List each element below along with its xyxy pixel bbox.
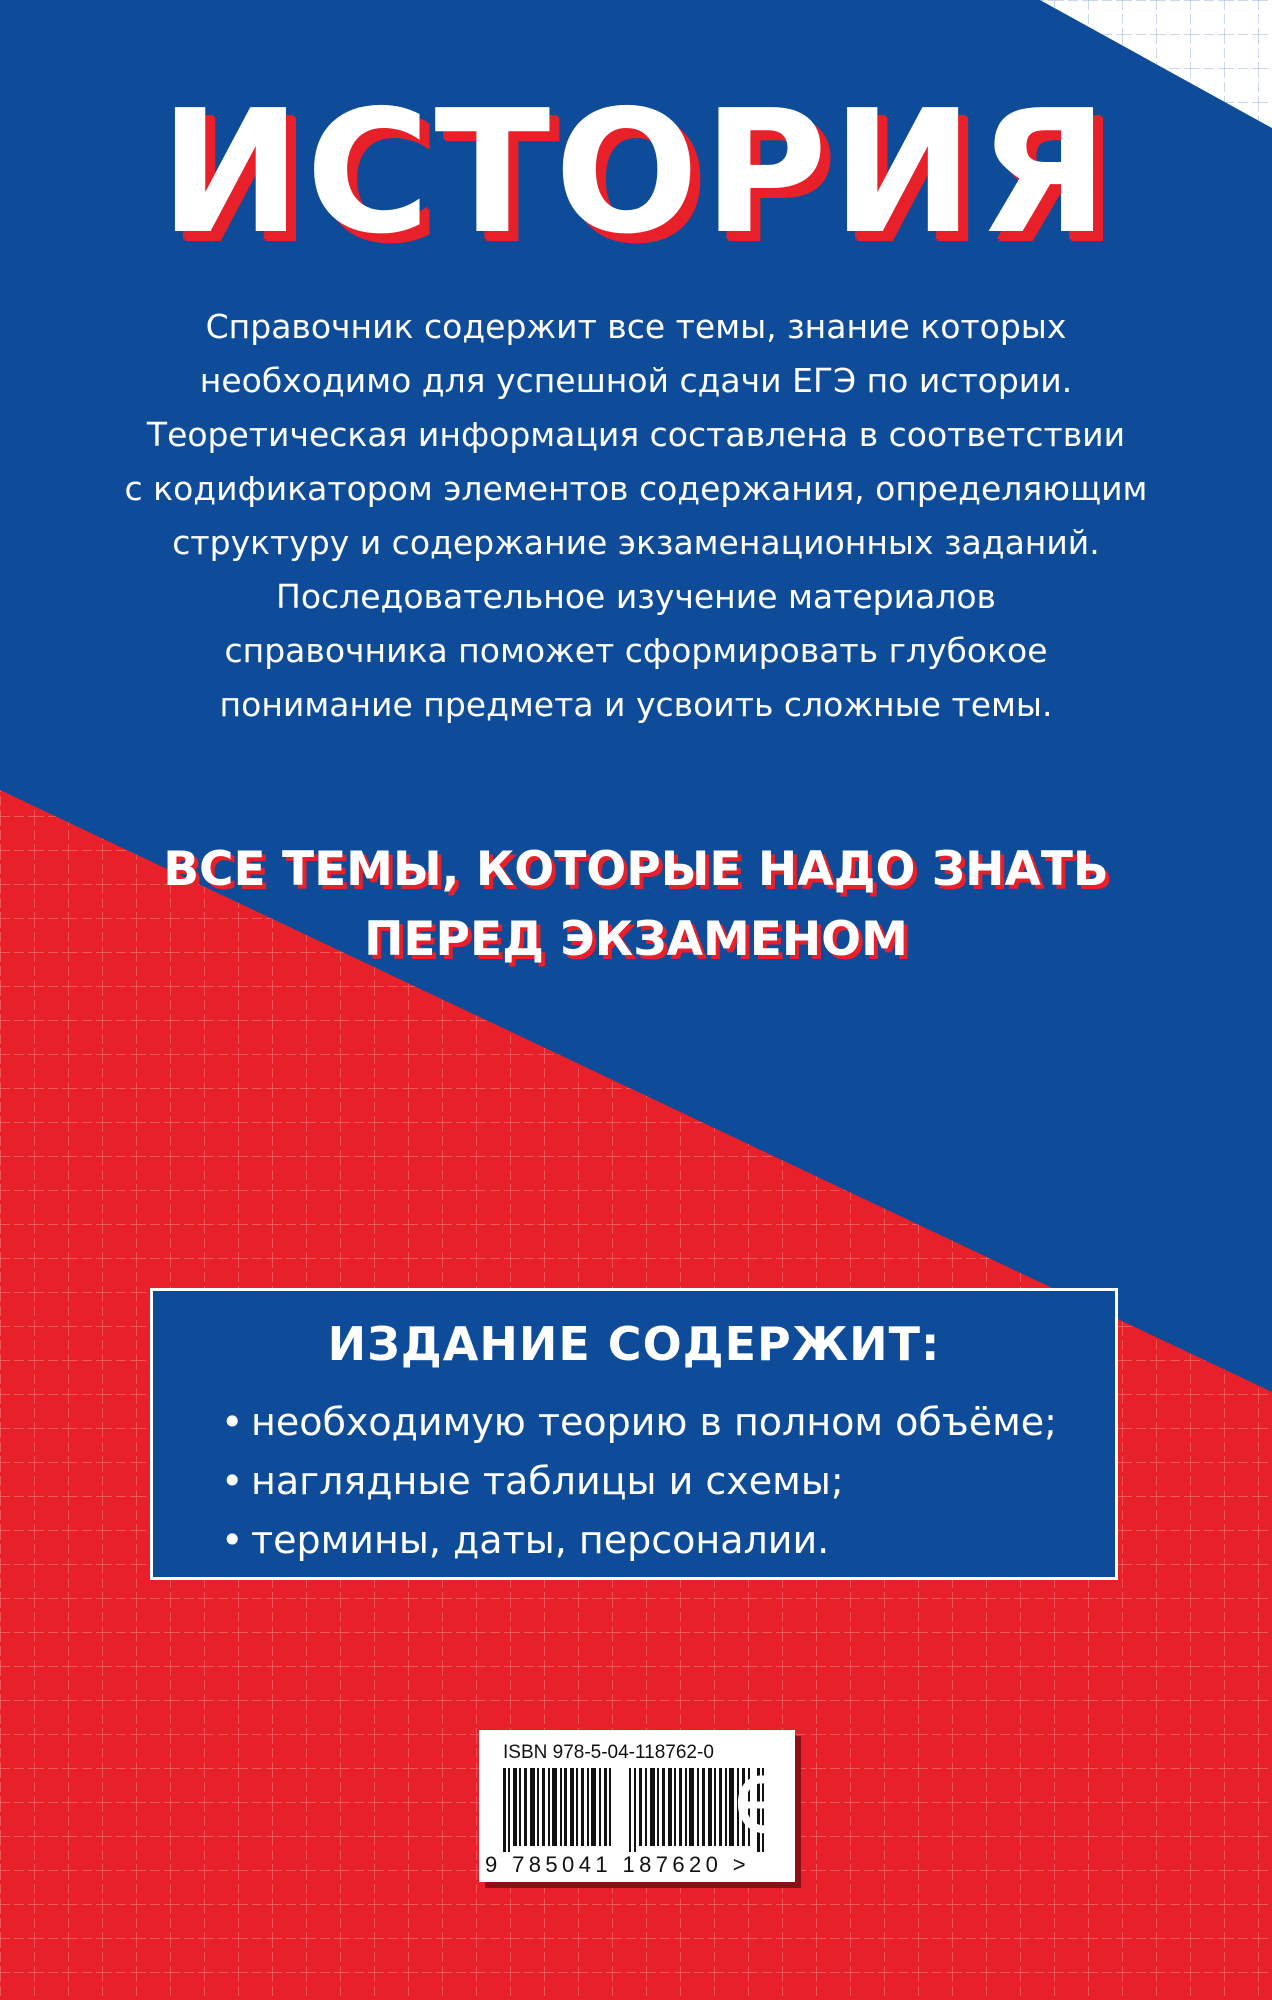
description-line: с кодификатором элементов содержания, определяющим — [124, 469, 1148, 508]
contents-box — [150, 1288, 1118, 1580]
bullet-icon: • — [221, 1459, 244, 1503]
isbn-text: ISBN 978-5-04-118762-0 — [503, 1742, 714, 1763]
eksmo-e-logo-icon — [736, 1772, 784, 1840]
list-item-text: наглядные таблицы и схемы; — [251, 1459, 844, 1503]
ean-digits: 9 785041 187620 > — [485, 1852, 751, 1877]
description-line: Последовательное изучение материалов — [276, 577, 996, 616]
list-item — [221, 1452, 1057, 1511]
barcode-icon — [503, 1768, 765, 1852]
contents-list — [221, 1393, 1057, 1570]
description-line: понимание предмета и усвоить сложные темы. — [219, 685, 1053, 724]
list-item — [221, 1511, 1057, 1570]
description-line: структуру и содержание экзаменационных заданий. — [172, 523, 1100, 562]
description-line: необходимо для успешной сдачи ЕГЭ по истории. — [199, 361, 1073, 400]
slogan — [0, 835, 1272, 975]
description-line: справочника поможет сформировать глубокое — [224, 631, 1048, 670]
description-line: Справочник содержит все темы, знание которых — [205, 307, 1067, 346]
list-item — [221, 1393, 1057, 1452]
description-line: Теоретическая информация составлена в соответствии — [146, 415, 1126, 454]
slogan-line: ВСЕ ТЕМЫ, КОТОРЫЕ НАДО ЗНАТЬ — [163, 842, 1109, 897]
bullet-icon: • — [221, 1518, 244, 1562]
book-title: ИСТОРИЯ — [159, 74, 1113, 272]
list-item-text: необходимую теорию в полном объёме; — [251, 1400, 1057, 1444]
slogan-line: ПЕРЕД ЭКЗАМЕНОМ — [364, 912, 908, 967]
list-item-text: термины, даты, персоналии. — [251, 1518, 830, 1562]
bullet-icon: • — [221, 1400, 244, 1444]
contents-box-title: ИЗДАНИЕ СОДЕРЖИТ: — [327, 1317, 941, 1371]
book-description — [120, 300, 1152, 732]
